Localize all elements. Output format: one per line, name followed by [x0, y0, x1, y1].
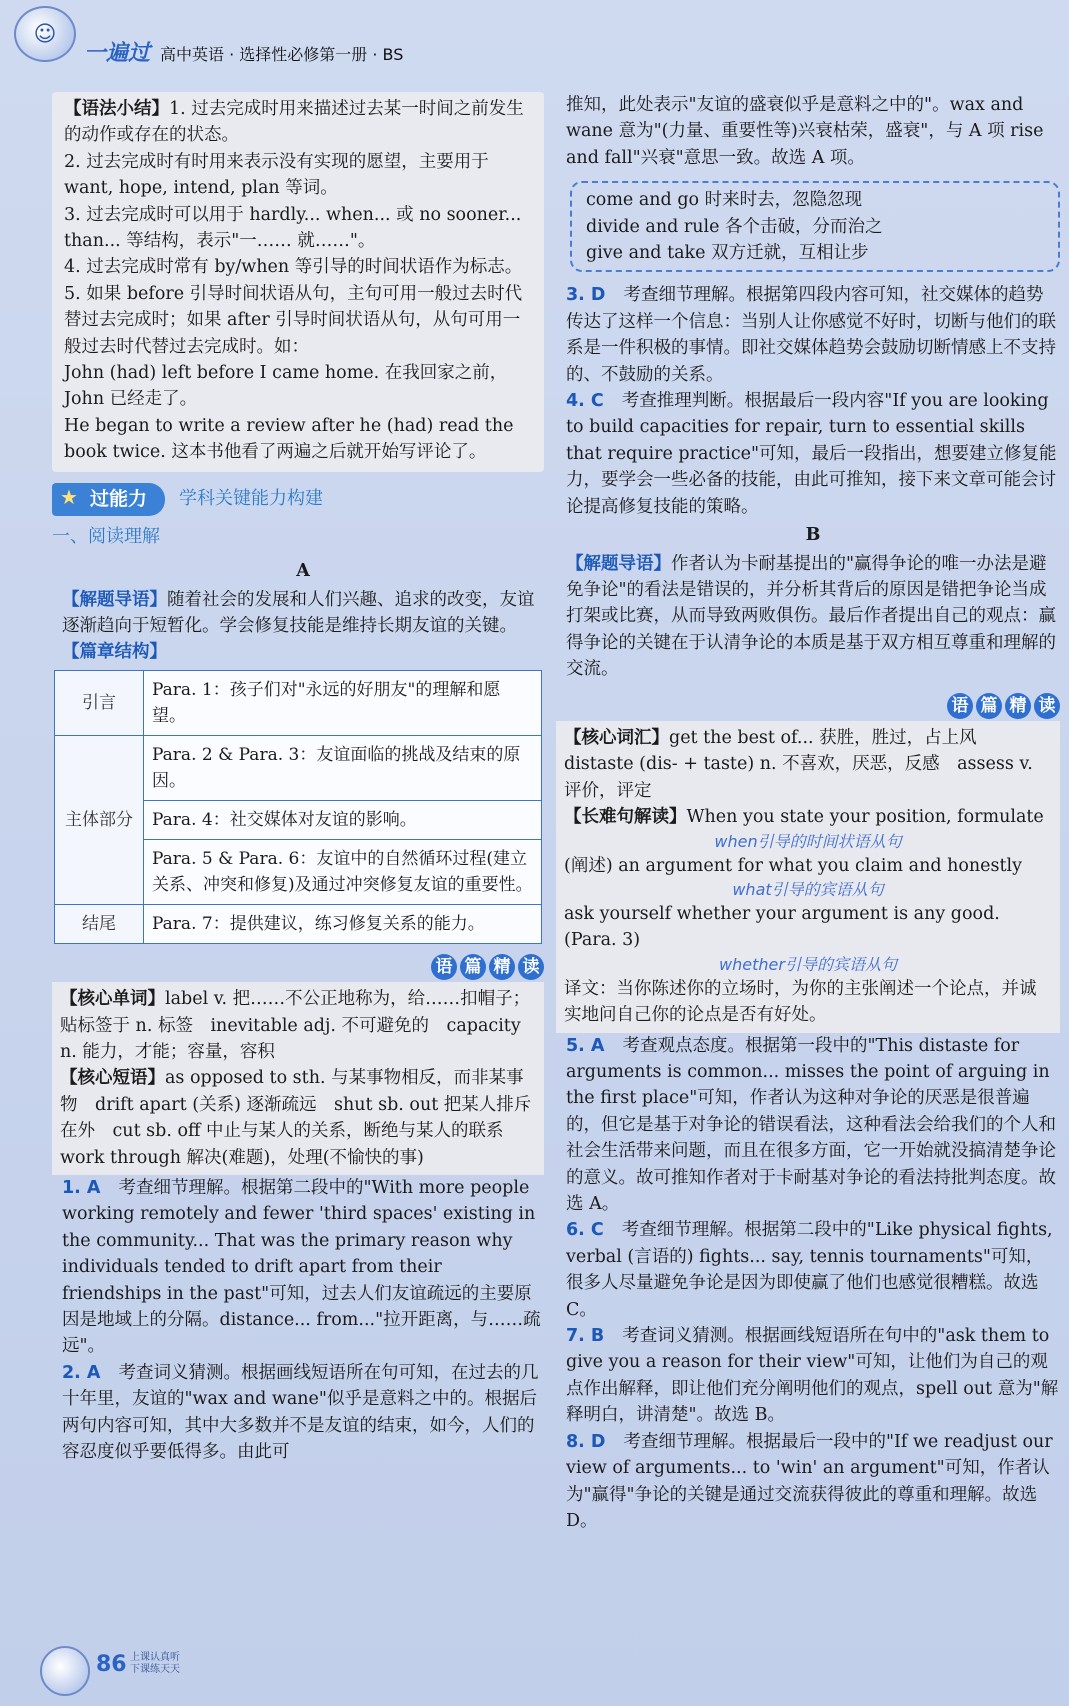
table-cell-value: Para. 4：社交媒体对友谊的影响。	[144, 800, 542, 839]
core-words-text: label v. 把……不公正地称为，给……扣帽子；贴标签于 n. 标签 inevitable adj. 不可避免的 capacity n. 能力，才能；容量，容积	[60, 989, 531, 1062]
answer-number: 5. A	[566, 1035, 605, 1056]
close-reading-badge	[566, 693, 1060, 719]
grammar-line: 1. 过去完成时用来描述过去某一时间之前发生的动作或存在的状态。	[64, 99, 524, 146]
phrase-item: divide and rule 各个击破，分而治之	[586, 216, 883, 237]
brand-name: 一遍过	[84, 41, 151, 66]
footer-slogan	[130, 1652, 180, 1676]
passage-label: A	[296, 561, 310, 582]
answer-text: 考查词义猜测。根据画线短语所在句中的"ask them to give you a reason for their view"可知，让他们为自己的观点作出解释，即让他们充分阐明他们的观点，spell out 意为"解释明白，讲清楚"。故选 B。	[566, 1326, 1059, 1426]
grammar-note: whether引导的宾语从句	[719, 954, 897, 974]
badge-char: 语	[431, 954, 457, 980]
table-cell-key: 结尾	[55, 904, 144, 943]
grammar-line: He began to write a review after he (had) read the book twice. 这本书他看了两遍之后就开始写评论了。	[64, 415, 514, 463]
table-cell-value: Para. 2 & Para. 3：友谊面临的挑战及结束的原因。	[144, 735, 542, 800]
core-phrases-label: 【核心短语】	[60, 1068, 165, 1089]
grammar-label: 【语法小结】	[64, 99, 169, 119]
core-vocab-label: 【核心词汇】	[564, 727, 669, 748]
answer-number: 7. B	[566, 1326, 605, 1347]
core-phrases-text: as opposed to sth. 与某事物相反，而非某事物 drift apart (关系) 逐渐疏远 shut sb. out 把某人排斥在外 cut sb. off 中止与某人的关系，断绝与某人的联系 work through 解决(难题)，处理(不愉快的事)	[60, 1068, 532, 1168]
long-sentence-label: 【长难句解读】	[564, 807, 687, 828]
grammar-line: 4. 过去完成时常有 by/when 等引导的时间状语作为标志。	[64, 257, 523, 278]
table-cell-value: Para. 7：提供建议，练习修复关系的能力。	[144, 904, 542, 943]
phrase-item: give and take 双方迁就，互相让步	[586, 243, 869, 264]
mascot-icon	[40, 1646, 90, 1696]
table-cell-value: Para. 5 & Para. 6：友谊中的自然循环过程(建立关系、冲突和修复)及通过冲突修复友谊的重要性。	[144, 839, 542, 904]
grammar-line: 3. 过去完成时可以用于 hardly... when... 或 no sooner... than... 等结构，表示"一…… 就……"。	[64, 204, 522, 252]
core-vocab-text: get the best of... 获胜，胜过，占上风 distaste (dis- + taste) n. 不喜欢，厌恶，反感 assess v. 评价，评定	[564, 727, 1033, 801]
answer-2	[62, 1360, 544, 1466]
guide-text: 作者认为卡耐基提出的"赢得争论的唯一办法是避免争论"的看法是错误的，并分析其背后的原因是错把争论当成打架或比赛，从而导致两败俱伤。最后作者提出自己的观点：赢得争论的关键在于认清争论的本质是基于双方相互尊重和理解的交流。	[566, 553, 1056, 680]
ability-banner-subtitle: 学科关键能力构建	[179, 488, 324, 510]
grammar-line: 2. 过去完成时有时用来表示没有实现的愿望，主要用于 want, hope, intend, plan 等词。	[64, 151, 489, 199]
translation: 译文：当你陈述你的立场时，为你的主张阐述一个论点，并诚实地问自己你的论点是否有好处。	[564, 978, 1037, 1026]
answer-number: 6. C	[566, 1220, 604, 1241]
badge-char: 篇	[976, 693, 1002, 719]
guide-a	[62, 587, 544, 640]
answer-text: 考查词义猜测。根据画线短语所在句可知，在过去的几十年里，友谊的"wax and wane"似乎是意料之中的。根据后两句内容可知，其中大多数并不是友谊的结束，如今，人们的容忍度似乎要低得多。由此可	[62, 1362, 539, 1463]
table-cell-value: Para. 1：孩子们对"永远的好朋友"的理解和愿望。	[144, 670, 542, 735]
answer-number: 1. A	[62, 1177, 101, 1198]
answer-number: 4. C	[566, 391, 604, 412]
answer-text: 考查观点态度。根据第一段中的"This distaste for arguments is common... misses the point of arguing in the first place"可知，作者认为这种对争论的厌恶是很普遍的，但它是基于对争论的错误看法，这种看法会给我们的个人和社会生活带来问题，而且在很多方面，它一开始就没搞清楚争论的意义。故可推知作者对于卡耐基对争论的看法持批判态度。故选 A。	[566, 1035, 1056, 1215]
answer-text: 考查细节理解。根据第二段中的"Like physical fights, verbal (言语的) fights... say, tennis tournaments"可知，很多人尽量避免争论是因为即使赢了他们也感觉很糟糕。故选 C。	[566, 1220, 1053, 1320]
vocab-box	[52, 982, 544, 1175]
core-words-label: 【核心单词】	[60, 989, 165, 1010]
answer-text: 考查细节理解。根据第四段内容可知，社交媒体的趋势传达了这样一个信息：当别人让你感觉不好时，切断与他们的联系是一件积极的事情。即社交媒体趋势会鼓励切断情感上不支持的、不鼓励的关系。	[566, 285, 1056, 385]
left-column	[52, 92, 544, 1465]
structure-table	[54, 670, 542, 944]
badge-char: 语	[947, 693, 973, 719]
answer-8	[566, 1429, 1060, 1535]
phrase-item: come and go 时来时去，忽隐忽现	[586, 190, 863, 211]
table-row	[55, 904, 542, 943]
answer-5	[566, 1033, 1060, 1218]
badge-char: 读	[1034, 693, 1060, 719]
answer-7	[566, 1323, 1060, 1429]
long-sentence-line: (阐述) an argument for what you claim and honestly	[564, 855, 1023, 876]
passage-label: B	[805, 525, 821, 546]
grammar-summary-box	[52, 92, 544, 472]
guide-text: 随着社会的发展和人们兴趣、追求的改变，友谊逐渐趋向于短暂化。学会修复技能是维持长期友谊的关键。	[62, 589, 535, 636]
answer-1	[62, 1175, 544, 1360]
page-header	[0, 0, 1069, 64]
table-row	[55, 735, 542, 800]
answer-6	[566, 1217, 1060, 1323]
answer-number: 8. D	[566, 1431, 606, 1452]
long-sentence-line: When you state your position, formulate	[686, 807, 1044, 828]
answer-2-continued: 推知，此处表示"友谊的盛衰似乎是意料之中的"。wax and wane 意为"(力量、重要性等)兴衰枯荣，盛衰"，与 A 项 rise and fall"兴衰"意思一致。故选 A 项。	[566, 95, 1044, 168]
slogan-line: 下课练天天	[130, 1664, 180, 1675]
guide-b	[566, 551, 1060, 683]
mascot-logo-icon: ☺	[14, 6, 76, 62]
badge-char: 读	[518, 954, 544, 980]
vocab-box-b	[556, 721, 1060, 1033]
table-row	[55, 670, 542, 735]
grammar-note: when引导的时间状语从句	[714, 831, 902, 851]
ability-banner	[52, 480, 544, 520]
grammar-line: John (had) left before I came home. 在我回家之前，John 已经走了。	[64, 363, 508, 410]
badge-char: 篇	[460, 954, 486, 980]
answer-number: 2. A	[62, 1362, 101, 1383]
grammar-note: what引导的宾语从句	[732, 879, 884, 899]
answer-number: 3. D	[566, 285, 606, 306]
grammar-line: 5. 如果 before 引导时间状语从句，主句可用一般过去时代替过去完成时；如果 after 引导时间状语从句，从句可用一般过去时代替过去完成时。如：	[64, 283, 523, 357]
ability-banner-pill: ★ 过能力	[52, 483, 165, 515]
badge-char: 精	[489, 954, 515, 980]
table-cell-key: 主体部分	[55, 735, 144, 904]
page-number: 86	[96, 1652, 127, 1677]
answer-4	[566, 388, 1060, 520]
section-heading: 一、阅读理解	[52, 525, 160, 547]
answer-text: 考查细节理解。根据最后一段中的"If we readjust our view of arguments... to 'win' an argument"可知，作者认为"赢得"争论的关键是通过交流获得彼此的尊重和理解。故选 D。	[566, 1431, 1053, 1531]
close-reading-badge	[62, 954, 544, 980]
book-title: 高中英语 · 选择性必修第一册 · BS	[160, 45, 404, 64]
right-column	[566, 92, 1060, 1534]
answer-text: 考查推理判断。根据最后一段内容"If you are looking to build capacities for repair, turn to essential skills that require practice"可知，最后一段指出，想要建立修复能力，要学会一些必备的技能，由此可推知，接下来文章可能会讨论提高修复技能的策略。	[566, 391, 1057, 517]
guide-label: 【解题导语】	[62, 589, 167, 610]
phrase-box	[570, 181, 1060, 272]
answer-3	[566, 282, 1060, 388]
badge-char: 精	[1005, 693, 1031, 719]
guide-label: 【解题导语】	[566, 553, 671, 574]
slogan-line: 上课认真听	[130, 1652, 180, 1663]
structure-label: 【篇章结构】	[62, 642, 167, 663]
table-cell-key: 引言	[55, 670, 144, 735]
answer-text: 考查细节理解。根据第二段中的"With more people working remotely and fewer 'third spaces' existing in the community... That was the primary reason why individuals tended to drift apart from their friendships in the past"可知，过去人们友谊疏远的主要原因是地域上的分隔。distance... from..."拉开距离，与……疏远"。	[62, 1177, 541, 1357]
long-sentence-line: ask yourself whether your argument is any good. (Para. 3)	[564, 903, 1000, 951]
